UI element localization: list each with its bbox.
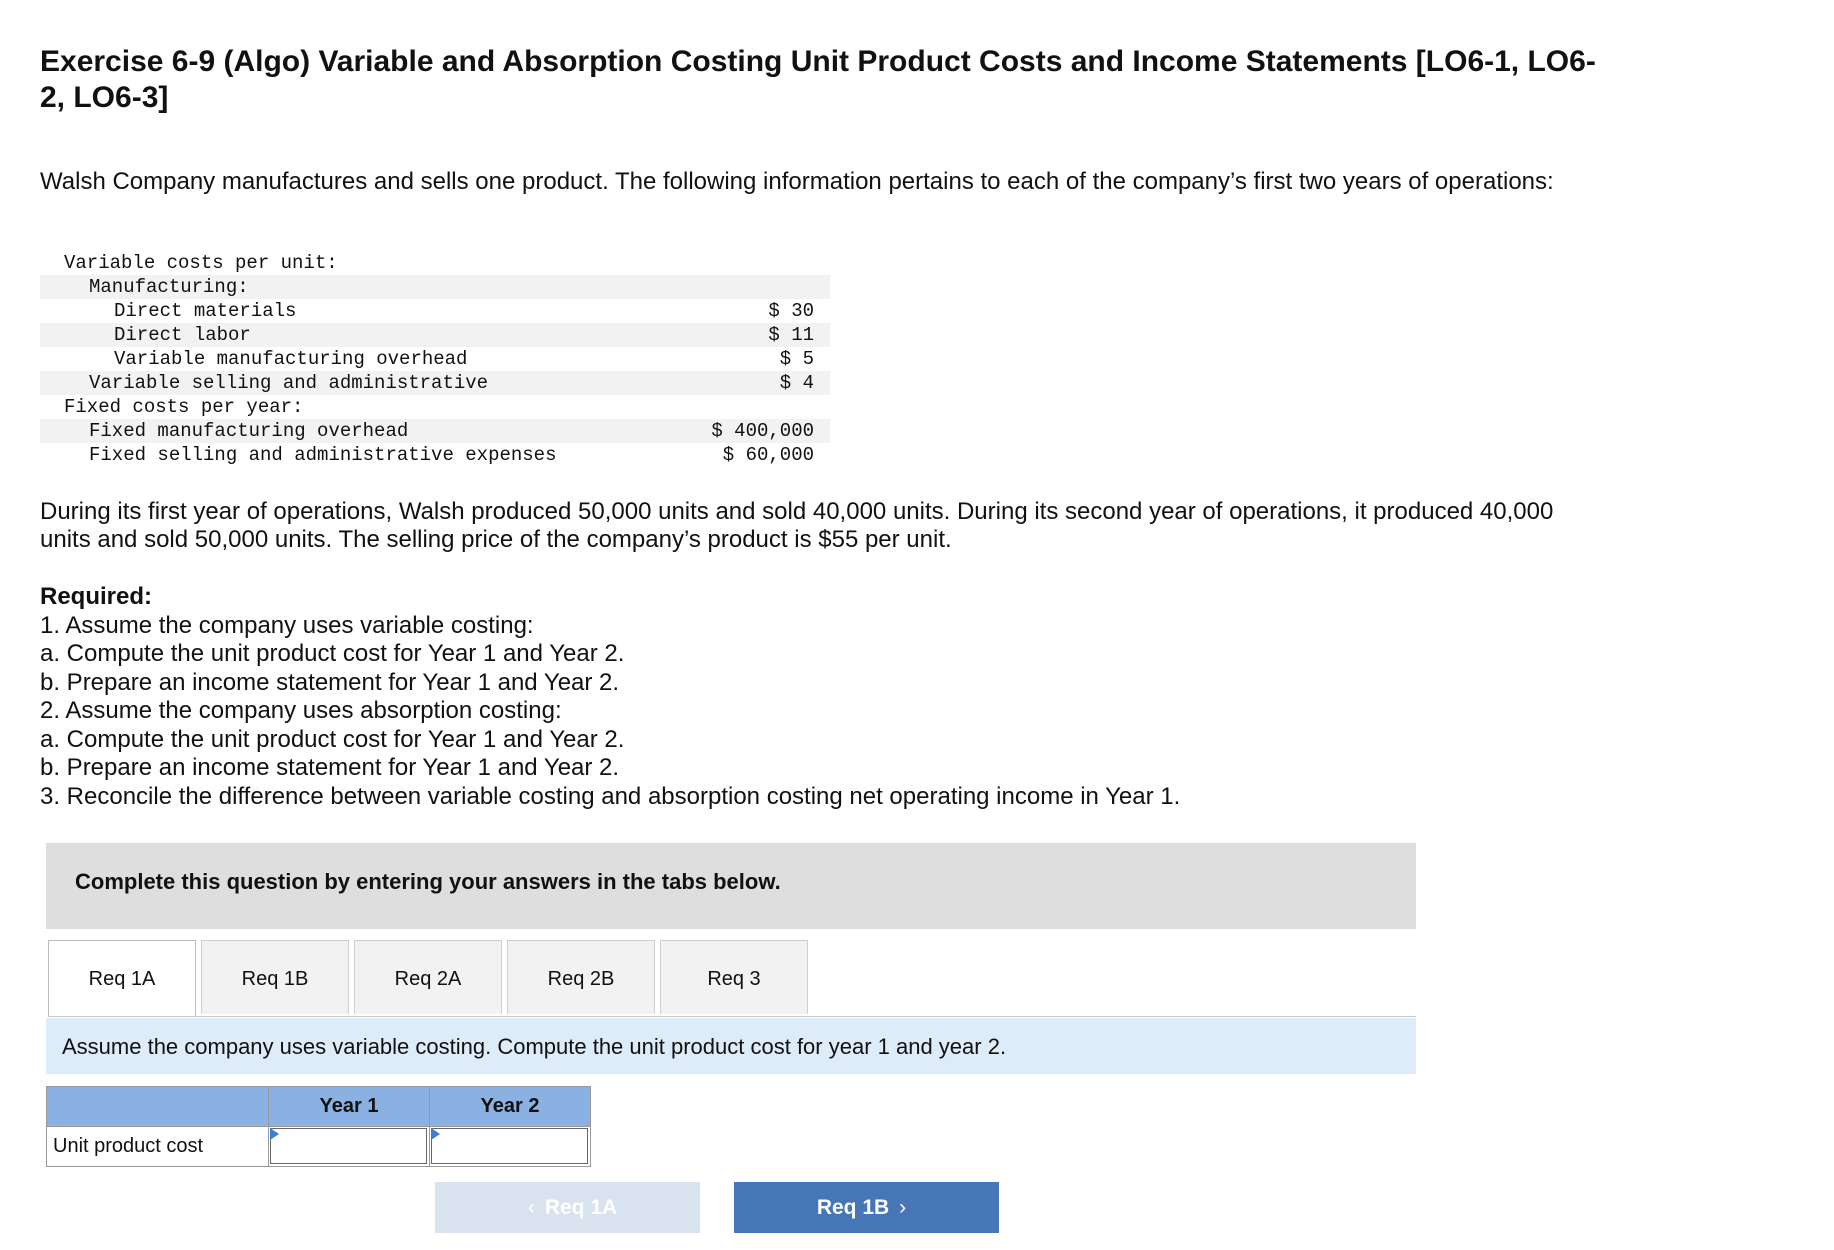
table-row (40, 443, 830, 467)
prompt-text: Assume the company uses variable costing. Compute the unit product cost for year 1 and year 2. (62, 1034, 1007, 1059)
table-row (47, 1127, 591, 1167)
prev-req-label: Req 1A (544, 1196, 618, 1219)
table-row (40, 275, 830, 299)
fixed-mfg-overhead-value: $ 400,000 (682, 419, 830, 443)
required-section (40, 583, 1180, 811)
intro-text: Walsh Company manufactures and sells one product. The following information pertains to each of the company’s first two years of operations: (40, 168, 1554, 195)
table-row (40, 299, 830, 323)
year-1-cell (269, 1127, 430, 1167)
answer-table (46, 1086, 591, 1167)
required-item: 2. Assume the company uses absorption costing: (40, 697, 562, 724)
required-item: b. Prepare an income statement for Year 1 and Year 2. (40, 754, 620, 781)
input-marker-icon (270, 1128, 279, 1140)
blank-header (47, 1087, 269, 1127)
tab-req-2a[interactable]: Req 2A (354, 940, 502, 1014)
required-item: b. Prepare an income statement for Year 1 and Year 2. (40, 668, 620, 696)
fixed-sga-value: $ 60,000 (722, 444, 814, 466)
fixed-costs-header: Fixed costs per year: (64, 396, 304, 418)
variable-costs-header: Variable costs per unit: (64, 252, 338, 274)
instruction-text: Complete this question by entering your answers in the tabs below. (75, 869, 781, 894)
next-req-button[interactable] (734, 1182, 999, 1233)
input-marker-icon (431, 1128, 440, 1140)
instruction-box (46, 843, 1416, 929)
year-2-unit-cost-input[interactable] (431, 1128, 588, 1164)
operations-text: During its first year of operations, Walsh produced 50,000 units and sold 40,000 units. During its second year of operations, it produced 40,000 units and sold 50,000 units. The selling price of the company’s product is $55 per unit. (40, 498, 1554, 553)
table-row (40, 323, 830, 347)
variable-sga-value: $ 4 (682, 371, 830, 395)
question-prompt (46, 1018, 1416, 1074)
manufacturing-header: Manufacturing: (40, 275, 682, 299)
prev-req-button[interactable] (435, 1182, 700, 1233)
chevron-left-icon: ‹ (527, 1196, 535, 1219)
required-item: a. Compute the unit product cost for Year 1 and Year 2. (40, 640, 625, 667)
year-2-cell (430, 1127, 591, 1167)
tab-bar (48, 940, 1416, 1016)
table-row (40, 395, 830, 419)
exercise-title: Exercise 6-9 (Algo) Variable and Absorption Costing Unit Product Costs and Income Statements [LO6-1, LO6-2, LO6-3] (40, 45, 1596, 114)
variable-mfg-overhead-value: $ 5 (779, 348, 814, 370)
table-row (40, 371, 830, 395)
required-item: 1. Assume the company uses variable costing: (40, 611, 534, 639)
table-row (40, 251, 830, 275)
direct-materials-label: Direct materials (114, 300, 297, 322)
cost-data-table (40, 251, 830, 467)
table-header-row (47, 1087, 591, 1127)
year-1-unit-cost-input[interactable] (270, 1128, 427, 1164)
required-item: 3. Reconcile the difference between variable costing and absorption costing net operating income in Year 1. (40, 782, 1181, 810)
required-item: a. Compute the unit product cost for Year 1 and Year 2. (40, 725, 625, 753)
tab-req-1b[interactable]: Req 1B (201, 940, 349, 1014)
variable-sga-label: Variable selling and administrative (40, 371, 682, 395)
table-row (40, 347, 830, 371)
direct-labor-label: Direct labor (40, 323, 682, 347)
chevron-right-icon: › (899, 1196, 907, 1219)
fixed-sga-label: Fixed selling and administrative expenses (89, 444, 557, 466)
direct-materials-value: $ 30 (768, 300, 814, 322)
required-heading: Required: (40, 583, 153, 610)
next-req-label: Req 1B (816, 1196, 890, 1219)
tab-req-1a[interactable]: Req 1A (48, 940, 196, 1017)
tab-req-2b[interactable]: Req 2B (507, 940, 655, 1014)
tab-divider (48, 1016, 1416, 1017)
year-2-header: Year 2 (430, 1087, 591, 1127)
year-1-header: Year 1 (269, 1087, 430, 1127)
table-row (40, 419, 830, 443)
fixed-mfg-overhead-label: Fixed manufacturing overhead (40, 419, 682, 443)
unit-product-cost-label: Unit product cost (47, 1127, 269, 1167)
variable-mfg-overhead-label: Variable manufacturing overhead (114, 348, 468, 370)
direct-labor-value: $ 11 (682, 323, 830, 347)
tab-req-3[interactable]: Req 3 (660, 940, 808, 1014)
